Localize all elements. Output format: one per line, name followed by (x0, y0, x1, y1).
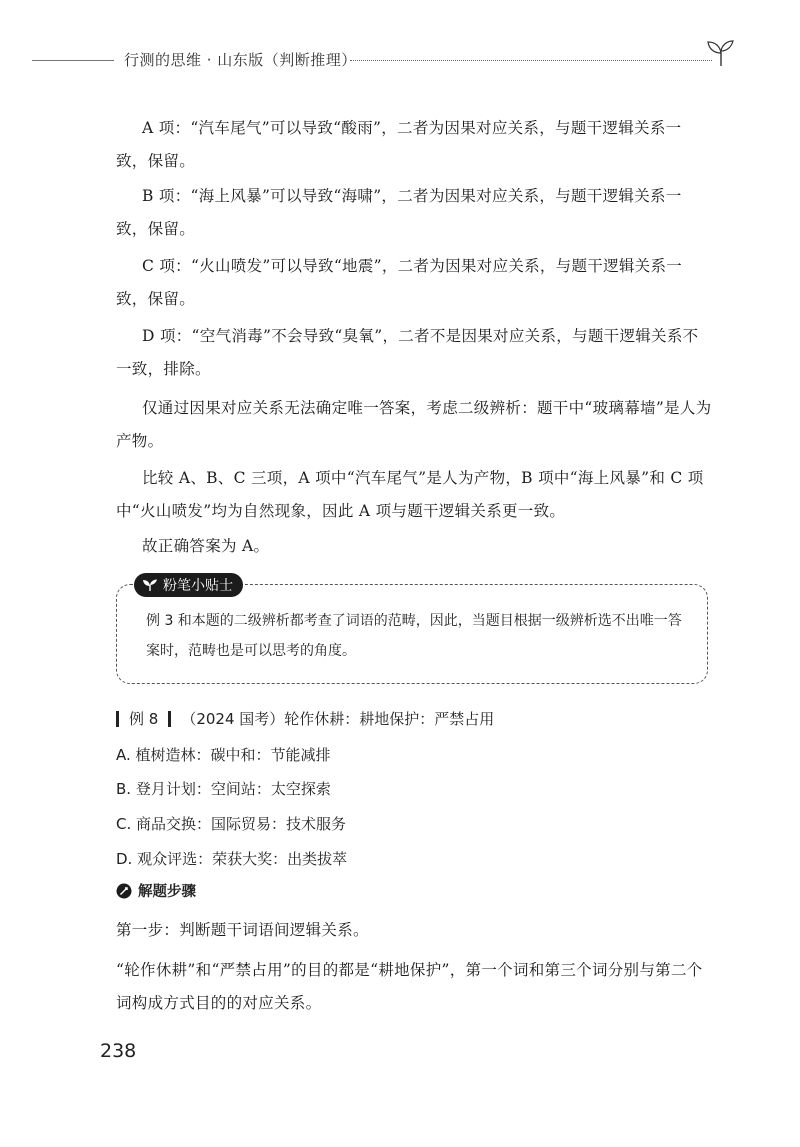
question-stem: （2024 国考）轮作休耕：耕地保护：严禁占用 (181, 710, 495, 728)
analysis-option-d: D 项：“空气消毒”不会导致“臭氧”，二者不是因果对应关系，与题干逻辑关系不一致，排除。 (116, 327, 699, 378)
analysis-comparison: 比较 A、B、C 三项，A 项中“汽车尾气”是人为产物，B 项中“海上风暴”和 C 项中“火山喷发”均为自然现象，因此 A 项与题干逻辑关系更一致。 (116, 469, 704, 520)
analysis-option-c: C 项：“火山喷发”可以导致“地震”，二者为因果对应关系，与题干逻辑关系一致，保留。 (116, 257, 683, 308)
book-title: 行测的思维 · 山东版（判断推理） (124, 51, 357, 69)
option-b: B. 登月计划：空间站：太空探索 (116, 780, 331, 798)
question-bar-left (116, 711, 119, 727)
question-title (116, 708, 494, 729)
analysis-second-level: 仅通过因果对应关系无法确定唯一答案，考虑二级辨析：题干中“玻璃幕墙”是人为产物。 (116, 399, 712, 450)
page-number: 238 (100, 1040, 137, 1062)
step-one: 第一步：判断题干词语间逻辑关系。 (116, 921, 369, 939)
header-rule-right (350, 60, 712, 61)
tip-text: 例 3 和本题的二级辨析都考查了词语的范畴，因此，当题目根据一级辨析选不出唯一答案时，范畴也是可以思考的角度。 (146, 613, 682, 659)
analysis-option-b: B 项：“海上风暴”可以导致“海啸”，二者为因果对应关系，与题干逻辑关系一致，保留。 (116, 187, 682, 238)
sprout-icon (704, 38, 738, 68)
tip-label: 粉笔小贴士 (163, 578, 233, 594)
running-header (32, 44, 732, 74)
steps-icon (116, 883, 132, 899)
solution-steps-label: 解题步骤 (138, 884, 196, 900)
analysis-option-a: A 项：“汽车尾气”可以导致“酸雨”，二者为因果对应关系，与题干逻辑关系一致，保留。 (116, 119, 682, 170)
question-bar-right (168, 711, 171, 727)
solution-steps-heading (116, 880, 196, 901)
header-rule-left (32, 60, 114, 61)
question-label: 例 8 (129, 710, 159, 728)
option-a: A. 植树造林：碳中和：节能减排 (116, 746, 331, 764)
tip-badge (134, 573, 243, 597)
sprout-icon (142, 578, 158, 592)
option-d: D. 观众评选：荣获大奖：出类拔萃 (116, 850, 348, 868)
step-one-detail: “轮作休耕”和“严禁占用”的目的都是“耕地保护”，第一个词和第三个词分别与第二个词构成方式目的的对应关系。 (116, 961, 703, 1012)
option-c: C. 商品交换：国际贸易：技术服务 (116, 815, 347, 833)
answer-line: 故正确答案为 A。 (142, 537, 270, 555)
